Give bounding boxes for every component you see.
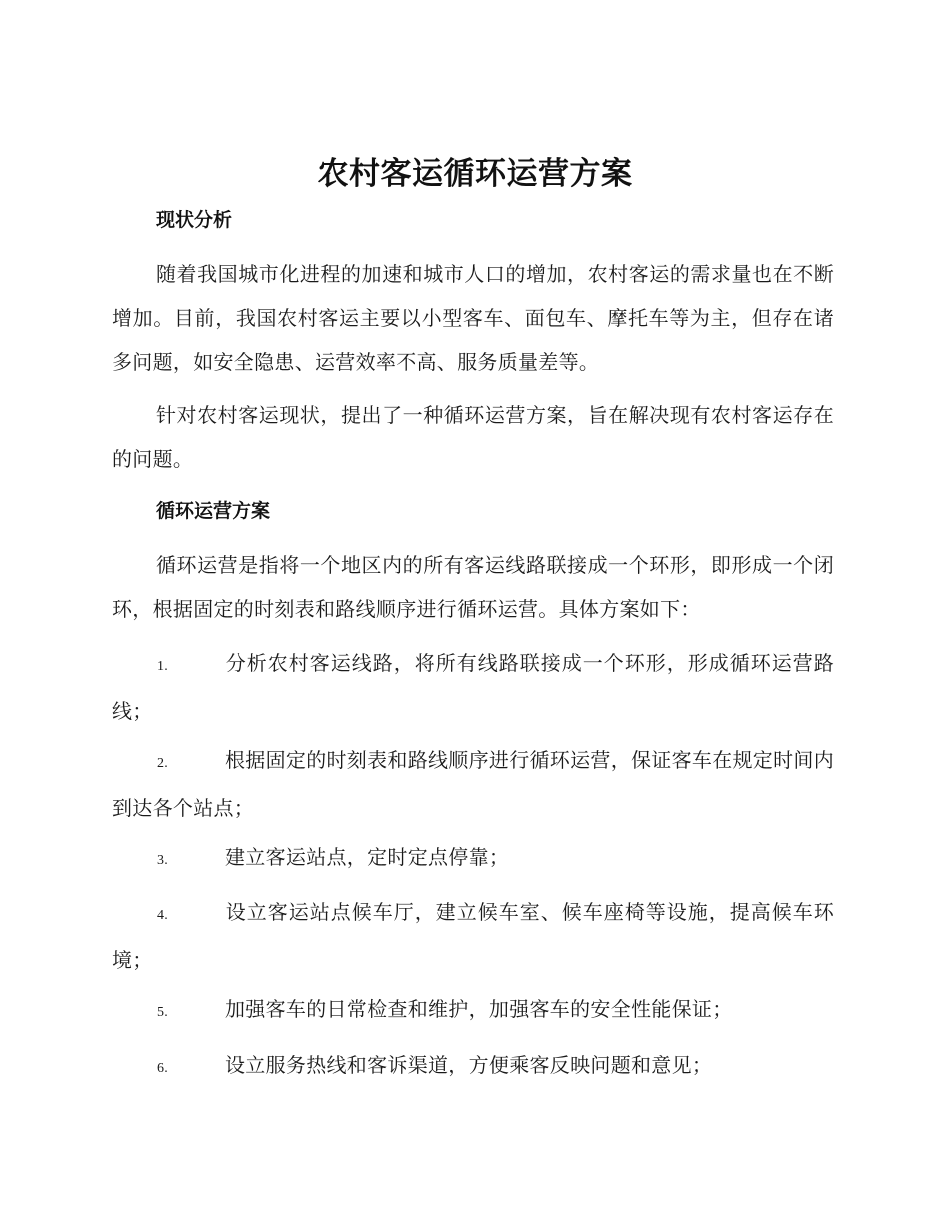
list-item-text: 设立客运站点候车厅，建立候车室、候车座椅等设施，提高候车环境；	[112, 900, 834, 972]
paragraph: 循环运营是指将一个地区内的所有客运线路联接成一个环形，即形成一个闭环，根据固定的时刻表和路线顺序进行循环运营。具体方案如下：	[112, 553, 834, 621]
document-title: 农村客运循环运营方案	[317, 156, 633, 192]
list-item-number: 3.	[157, 853, 169, 868]
section-heading-status: 现状分析	[156, 209, 233, 231]
list-item-number: 2.	[157, 756, 169, 771]
paragraph: 随着我国城市化进程的加速和城市人口的增加，农村客运的需求量也在不断增加。目前，我国农村客运主要以小型客车、面包车、摩托车等为主，但存在诸多问题，如安全隐患、运营效率不高、服务质量差等。	[112, 262, 834, 374]
list-item-text: 设立服务热线和客诉渠道，方便乘客反映问题和意见；	[225, 1053, 713, 1077]
paragraph: 针对农村客运现状，提出了一种循环运营方案，旨在解决现有农村客运存在的问题。	[112, 403, 834, 471]
list-item-text: 加强客车的日常检查和维护，加强客车的安全性能保证；	[225, 997, 733, 1021]
list-item-number: 1.	[157, 659, 169, 674]
list-item	[112, 987, 834, 1035]
section-heading-plan: 循环运营方案	[156, 500, 271, 522]
list-item	[112, 1043, 834, 1091]
list-item	[112, 738, 834, 830]
list-item-text: 建立客运站点，定时定点停靠；	[225, 845, 510, 869]
list-item-text: 根据固定的时刻表和路线顺序进行循环运营，保证客车在规定时间内到达各个站点；	[112, 748, 834, 820]
list-item-text: 分析农村客运线路，将所有线路联接成一个环形，形成循环运营路线；	[112, 651, 834, 723]
list-item-number: 5.	[157, 1005, 169, 1020]
list-item-number: 6.	[157, 1061, 169, 1076]
list-item	[112, 890, 834, 982]
list-item-number: 4.	[157, 908, 169, 923]
list-item	[112, 641, 834, 733]
list-item	[112, 835, 834, 883]
